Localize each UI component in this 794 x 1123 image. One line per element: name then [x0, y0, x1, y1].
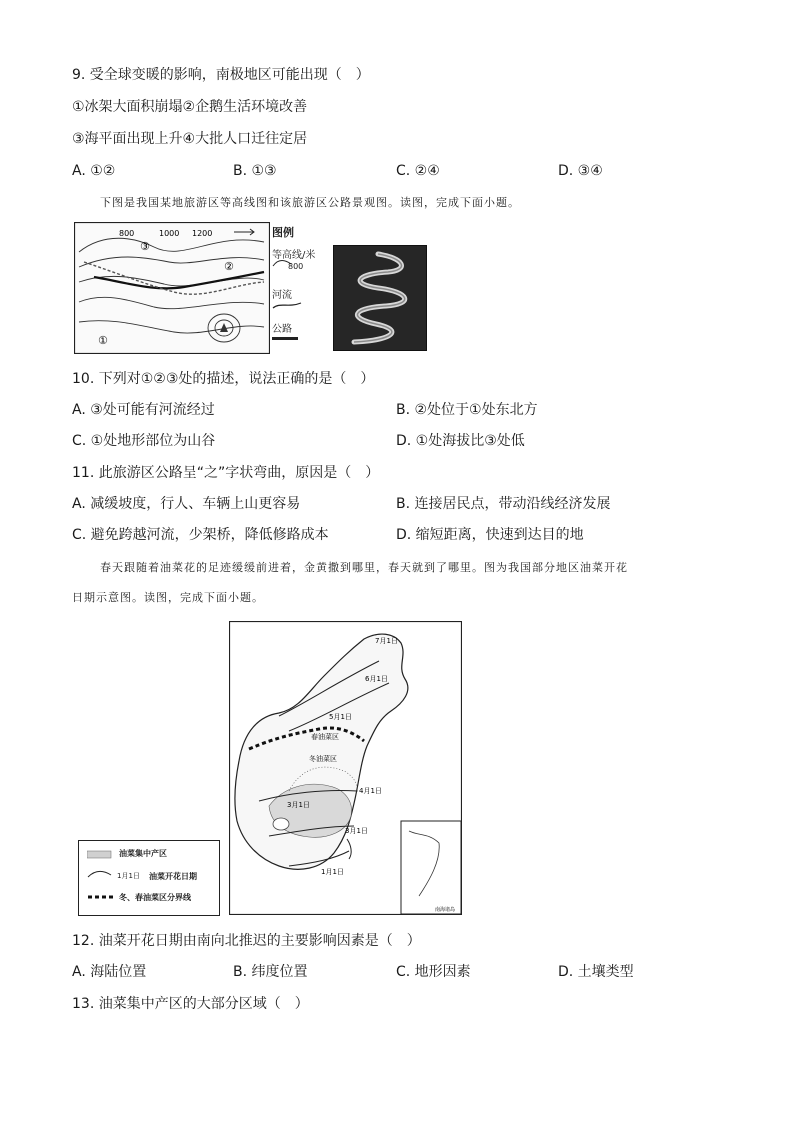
legend-road: 公路: [272, 324, 292, 335]
q9-option-a: A. ①②: [72, 163, 116, 179]
legend-area-symbol: [87, 849, 113, 859]
legend-date-sample: 1月1日: [117, 872, 140, 880]
inset-label: 南海诸岛: [435, 907, 456, 913]
marker-3: ③: [140, 240, 150, 253]
contour-label-1200: 1200: [192, 229, 213, 238]
legend-contour-symbol: [272, 258, 292, 268]
date-label-jan: 1月1日: [321, 868, 344, 876]
q12-option-c: C. 地形因素: [396, 964, 471, 980]
q9-statement-line1: ①冰架大面积崩塌②企鹅生活环境改善: [72, 99, 308, 115]
date-label-apr: 4月1日: [359, 787, 382, 795]
legend-river: 河流: [272, 290, 292, 301]
legend-title: 图例: [272, 226, 294, 239]
q9-option-c: C. ②④: [396, 163, 440, 179]
q10-option-a: A. ③处可能有河流经过: [72, 402, 215, 418]
contour-map-legend: [272, 224, 332, 344]
q11-stem: 11. 此旅游区公路呈“之”字状弯曲，原因是（ ）: [72, 465, 380, 481]
date-label-jun: 6月1日: [365, 675, 388, 683]
contour-map: [74, 222, 270, 354]
marker-2: ②: [224, 260, 234, 273]
legend-river-symbol: [272, 300, 302, 310]
date-label-jul: 7月1日: [375, 637, 398, 645]
date-label-mar-inland: 3月1日: [287, 801, 310, 809]
contour-map-figure: [74, 222, 270, 354]
q11-option-a: A. 减缓坡度，行人、车辆上山更容易: [72, 496, 301, 512]
china-map: [229, 621, 462, 915]
intro-passage-1: 下图是我国某地旅游区等高线图和该旅游区公路景观图。读图，完成下面小题。: [100, 196, 520, 209]
legend-contour-value: 800: [288, 262, 304, 271]
contour-label-800: 800: [119, 229, 135, 238]
legend-boundary-label: 冬、春油菜区分界线: [119, 893, 191, 902]
q10-option-d: D. ①处海拔比③处低: [396, 433, 525, 449]
marker-1: ①: [98, 334, 108, 347]
legend-area-label: 油菜集中产区: [119, 849, 167, 858]
q10-stem: 10. 下列对①②③处的描述，说法正确的是（ ）: [72, 371, 375, 387]
contour-label-1000: 1000: [159, 229, 180, 238]
spring-rapeseed-region-label: 春油菜区: [311, 733, 339, 741]
legend-road-symbol: [272, 336, 302, 342]
q11-option-b: B. 连接居民点，带动沿线经济发展: [396, 496, 611, 512]
q9-option-d: D. ③④: [558, 163, 603, 179]
q9-statement-line2: ③海平面出现上升④大批人口迁往定居: [72, 131, 308, 147]
zigzag-road-image: [334, 246, 426, 350]
intro-passage-2-line2: 日期示意图。读图，完成下面小题。: [72, 591, 264, 604]
date-label-may: 5月1日: [329, 713, 352, 721]
rapeseed-flowering-map: [229, 621, 462, 915]
q12-stem: 12. 油菜开花日期由南向北推迟的主要影响因素是（ ）: [72, 933, 421, 949]
date-label-mar-coast: 3月1日: [345, 827, 368, 835]
road-landscape-photo: [333, 245, 427, 351]
legend-date-symbol: [87, 869, 113, 879]
q12-option-d: D. 土壤类型: [558, 964, 634, 980]
q10-option-b: B. ②处位于①处东北方: [396, 402, 538, 418]
q10-option-c: C. ①处地形部位为山谷: [72, 433, 216, 449]
q13-stem: 13. 油菜集中产区的大部分区域（ ）: [72, 996, 309, 1012]
legend-boundary-symbol: [87, 893, 115, 901]
winter-rapeseed-region-label: 冬油菜区: [309, 755, 337, 763]
intro-passage-2-line1: 春天跟随着油菜花的足迹缓缓前进着，金黄撒到哪里，春天就到了哪里。图为我国部分地区油菜开花: [100, 561, 628, 574]
q11-option-c: C. 避免跨越河流，少架桥，降低修路成本: [72, 527, 329, 543]
q11-option-d: D. 缩短距离，快速到达目的地: [396, 527, 584, 543]
q9-option-b: B. ①③: [233, 163, 277, 179]
rapeseed-map-legend: [78, 840, 220, 916]
q12-option-a: A. 海陆位置: [72, 964, 147, 980]
q12-option-b: B. 纬度位置: [233, 964, 308, 980]
q9-stem: 9. 受全球变暖的影响，南极地区可能出现（ ）: [72, 67, 370, 83]
legend-contour: 等高线/米: [272, 250, 316, 261]
legend-date-label: 油菜开花日期: [149, 872, 197, 881]
